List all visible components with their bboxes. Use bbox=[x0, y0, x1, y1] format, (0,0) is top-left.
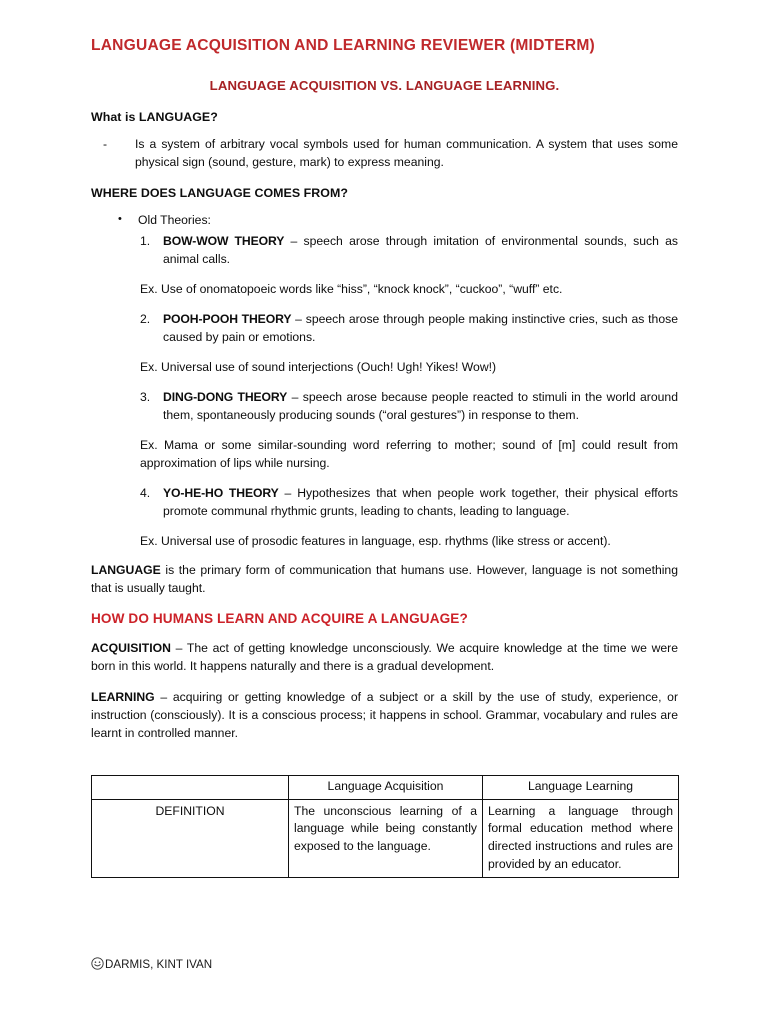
footer bbox=[91, 958, 212, 971]
table-cell-acquisition-definition: The unconscious learning of a language while being constantly exposed to the language. bbox=[289, 799, 483, 878]
theory-number: 3. bbox=[140, 389, 151, 404]
old-theories-bullet bbox=[91, 212, 678, 230]
acquisition-lead: ACQUISITION bbox=[91, 641, 171, 656]
old-theories-label: Old Theories: bbox=[138, 213, 211, 228]
theory-dash: – bbox=[291, 312, 306, 327]
round-bullet-marker: • bbox=[118, 213, 122, 226]
theory-dash: – bbox=[287, 389, 303, 404]
document-title: LANGUAGE ACQUISITION AND LEARNING REVIEWER (MIDTERM) bbox=[91, 37, 595, 54]
theory-description: Hypothesizes that when people work together, their physical efforts promote communal rhythmic grunts, leading to chants, leading to language. bbox=[163, 485, 678, 518]
theory-name: DING-DONG THEORY bbox=[163, 389, 288, 404]
theory-name: POOH-POOH THEORY bbox=[163, 312, 292, 327]
theory-item bbox=[91, 485, 678, 521]
table-header-row bbox=[92, 776, 679, 800]
theory-item bbox=[91, 233, 678, 269]
heading-how-do-humans-learn: HOW DO HUMANS LEARN AND ACQUIRE A LANGUAGE? bbox=[91, 611, 468, 627]
table-header-language-learning: Language Learning bbox=[483, 776, 679, 800]
theory-dash: – bbox=[278, 485, 298, 500]
theory-item bbox=[91, 389, 678, 425]
theory-number: 2. bbox=[140, 312, 151, 327]
theory-example: Ex. Mama or some similar-sounding word referring to mother; sound of [m] could result from approximation of lips while nursing. bbox=[140, 437, 678, 470]
learning-text: – acquiring or getting knowledge of a subject or a skill by the use of study, experience, or instruction (consciously). It is a conscious process; it happens in school. Grammar, vocabulary and rules are learnt in controlled manner. bbox=[91, 690, 678, 741]
document-subtitle: LANGUAGE ACQUISITION VS. LANGUAGE LEARNING. bbox=[209, 78, 560, 94]
heading-where-does-language-come-from: WHERE DOES LANGUAGE COMES FROM? bbox=[91, 186, 348, 201]
learning-lead: LEARNING bbox=[91, 690, 155, 705]
language-summary-paragraph bbox=[91, 562, 678, 598]
theory-number: 4. bbox=[140, 485, 151, 500]
footer-author-name: DARMIS, KINT IVAN bbox=[105, 958, 213, 971]
theory-example: Ex. Universal use of prosodic features in language, esp. rhythms (like stress or accent). bbox=[140, 533, 611, 548]
acquisition-text: – The act of getting knowledge unconsciously. We acquire knowledge at the time we were born in this world. It happens naturally and there is a gradual development. bbox=[91, 641, 678, 674]
acquisition-paragraph bbox=[91, 640, 678, 676]
language-summary-lead: LANGUAGE bbox=[91, 563, 161, 578]
theory-number: 1. bbox=[140, 234, 151, 249]
heading-what-is-language: What is LANGUAGE? bbox=[91, 110, 218, 125]
comparison-table-wrap bbox=[91, 775, 678, 878]
theory-item bbox=[91, 311, 678, 347]
smiley-face-icon bbox=[91, 957, 104, 970]
table-row bbox=[92, 799, 679, 878]
learning-paragraph bbox=[91, 689, 678, 743]
comparison-table bbox=[91, 775, 679, 878]
document-content bbox=[91, 36, 678, 878]
theory-name: YO-HE-HO THEORY bbox=[163, 485, 279, 500]
dash-bullet-marker: - bbox=[103, 137, 108, 152]
table-row-label-definition: DEFINITION bbox=[92, 799, 289, 878]
theory-example: Ex. Universal use of sound interjections (Ouch! Ugh! Yikes! Wow!) bbox=[140, 359, 497, 374]
language-summary-text: is the primary form of communication that humans use. However, language is not something that is usually taught. bbox=[91, 563, 678, 596]
theory-description: speech arose through imitation of environmental sounds, such as animal calls. bbox=[163, 234, 678, 267]
theory-example: Ex. Use of onomatopoeic words like “hiss”, “knock knock”, “cuckoo”, “wuff” etc. bbox=[140, 282, 563, 297]
table-cell-learning-definition: Learning a language through formal education method where directed instructions and rules are provided by an educator. bbox=[483, 799, 679, 878]
definition-language-item bbox=[91, 136, 678, 172]
table-header-empty bbox=[92, 776, 289, 800]
theory-description: speech arose because people reacted to stimuli in the world around them, spontaneously producing sounds (“oral gestures”) in response to them. bbox=[163, 389, 678, 422]
theory-description: speech arose through people making instinctive cries, such as those caused by pain or emotions. bbox=[163, 312, 678, 345]
definition-language-text: Is a system of arbitrary vocal symbols used for human communication. A system that uses some physical sign (sound, gesture, mark) to express meaning. bbox=[135, 137, 678, 170]
theory-dash: – bbox=[284, 234, 304, 249]
theory-name: BOW-WOW THEORY bbox=[163, 234, 285, 249]
table-header-language-acquisition: Language Acquisition bbox=[289, 776, 483, 800]
